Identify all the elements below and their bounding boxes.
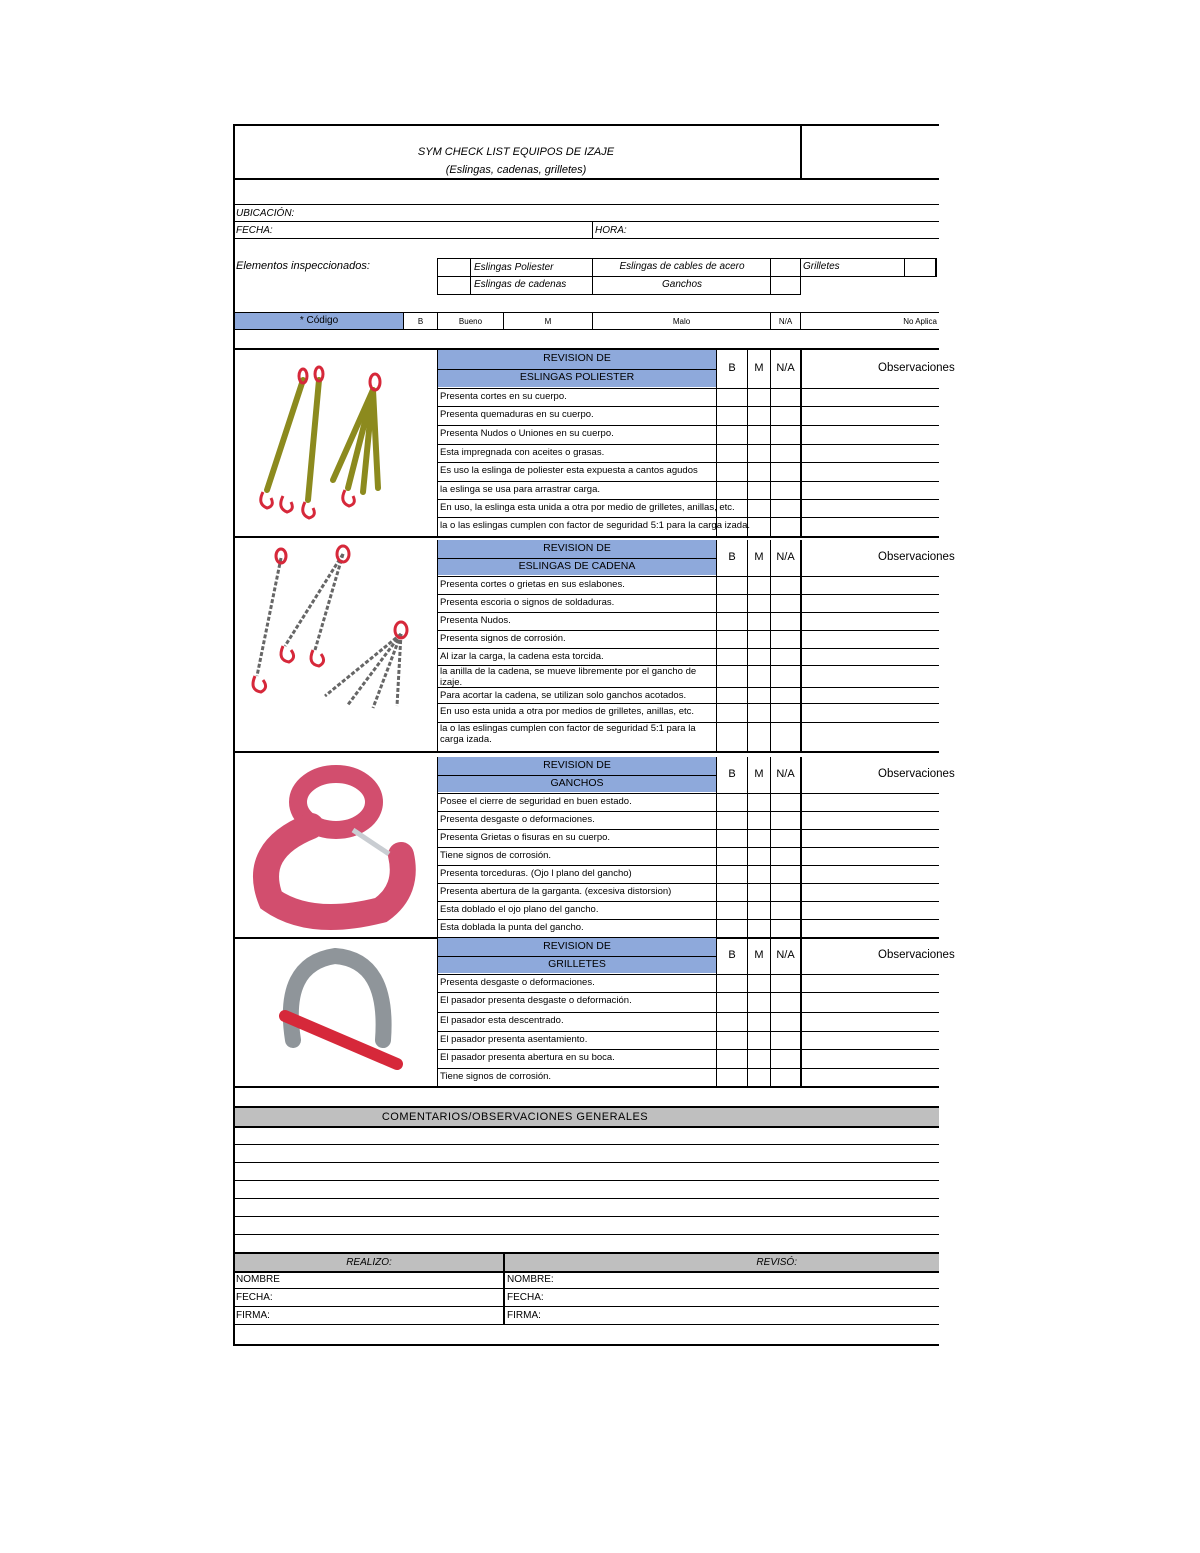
col-na-cell[interactable] [771,919,800,937]
col-na-cell[interactable] [771,665,800,687]
col-na-cell[interactable] [771,901,800,919]
col-m-cell[interactable] [748,1012,770,1031]
col-b-cell[interactable] [717,703,747,722]
col-m-cell[interactable] [748,687,770,703]
col-na-cell[interactable] [771,462,800,481]
col-na-cell[interactable] [771,576,800,594]
col-observaciones-header: Observaciones [878,949,955,961]
col-b-cell[interactable] [717,481,747,499]
col-m-cell[interactable] [748,425,770,444]
col-m-cell[interactable] [748,1031,770,1049]
comments-title: COMENTARIOS/OBSERVACIONES GENERALES [381,1111,649,1123]
col-m-cell[interactable] [748,829,770,847]
col-b-cell[interactable] [717,793,747,811]
hook-body [266,826,403,917]
checklist-item: Para acortar la cadena, se utilizan solo ganchos acotados. [440,690,687,701]
checklist-item: Posee el cierre de seguridad en buen estado. [440,796,632,807]
ganchos-option: Ganchos [661,279,703,290]
grilletes-option: Grilletes [803,261,840,272]
col-m-cell[interactable] [748,594,770,612]
section-title: REVISION DE [543,759,611,771]
col-b-cell[interactable] [717,499,747,517]
col-na-cell[interactable] [771,612,800,630]
poliester-option: Eslingas Poliester [474,262,554,273]
checklist-item: Presenta Nudos. [440,615,511,626]
col-na-cell[interactable] [771,388,800,406]
col-b-cell[interactable] [717,1049,747,1068]
section-subtitle: GANCHOS [550,777,604,789]
checklist-item: Presenta cortes en su cuerpo. [440,391,567,402]
checklist-item: Presenta cortes o grietas en sus eslabones. [440,579,625,590]
col-b-cell[interactable] [717,811,747,829]
col-na-cell[interactable] [771,883,800,901]
col-observaciones-header: Observaciones [878,768,955,780]
reviso-firma: FIRMA: [507,1310,541,1321]
col-b-cell[interactable] [717,1068,747,1086]
col-b-cell[interactable] [717,1012,747,1031]
checklist-sheet [233,124,955,1346]
col-b-cell[interactable] [717,406,747,425]
checklist-item: Tiene signos de corrosión. [440,1071,552,1082]
col-na-cell[interactable] [771,722,800,751]
col-b-cell[interactable] [717,388,747,406]
col-na-cell[interactable] [771,1031,800,1049]
col-b-cell[interactable] [717,576,747,594]
col-b-cell[interactable] [717,612,747,630]
chain-strand [257,558,281,676]
checklist-item: Presenta quemaduras en su cuerpo. [440,409,594,420]
checklist-title: SYM CHECK LIST EQUIPOS DE IZAJE [417,146,615,158]
col-na-cell[interactable] [771,594,800,612]
sheet-top-border [233,124,939,126]
checklist-item: Presenta signos de corrosión. [440,633,566,644]
col-na-cell[interactable] [771,687,800,703]
section-title: REVISION DE [543,352,611,364]
col-m-cell[interactable] [748,388,770,406]
checklist-item: El pasador esta descentrado. [440,1015,564,1026]
col-na-header: N/A [776,949,795,961]
realizo-firma: FIRMA: [236,1310,270,1321]
legend-code: * Código [299,315,339,326]
elements-label: Elementos inspeccionados: [236,260,370,272]
checklist-item: Presenta desgaste o deformaciones. [440,814,595,825]
legend-bueno: Bueno [458,317,483,326]
col-observaciones-header: Observaciones [878,362,955,374]
col-m-cell[interactable] [748,499,770,517]
col-na-cell[interactable] [771,1068,800,1086]
chain-hook [311,650,324,666]
col-na-cell[interactable] [771,974,800,992]
realizo-fecha: FECHA: [236,1292,273,1303]
col-b-cell[interactable] [717,630,747,648]
col-b-cell[interactable] [717,517,747,536]
sling-hook [303,502,315,518]
col-m-cell[interactable] [748,722,770,751]
col-m-cell[interactable] [748,1049,770,1068]
col-b-cell[interactable] [717,722,747,751]
col-na-cell[interactable] [771,1049,800,1068]
col-b-header: B [728,768,736,780]
checklist-item: Presenta desgaste o deformaciones. [440,977,595,988]
col-b-header: B [728,551,736,563]
chain-hook [281,646,294,662]
col-na-cell[interactable] [771,406,800,425]
col-b-cell[interactable] [717,425,747,444]
sling-hook [281,496,293,512]
col-m-cell[interactable] [748,883,770,901]
sling-strap [267,380,303,490]
section-subtitle: ESLINGAS DE CADENA [518,560,636,572]
col-na-cell[interactable] [771,630,800,648]
col-na-cell[interactable] [771,425,800,444]
col-m-cell[interactable] [748,847,770,865]
realizo-label: REALIZO: [346,1257,392,1268]
col-m-cell[interactable] [748,703,770,722]
col-m-cell[interactable] [748,992,770,1012]
col-m-header: M [754,362,764,374]
chain-slings-image [243,546,413,706]
col-m-cell[interactable] [748,919,770,937]
col-na-cell[interactable] [771,811,800,829]
col-m-cell[interactable] [748,974,770,992]
checklist-item: El pasador presenta asentamiento. [440,1034,588,1045]
col-na-header: N/A [776,768,795,780]
section-subtitle: ESLINGAS POLIESTER [519,371,635,383]
col-na-cell[interactable] [771,703,800,722]
chain-strand [285,554,343,646]
col-m-cell[interactable] [748,444,770,462]
col-b-cell[interactable] [717,992,747,1012]
col-b-cell[interactable] [717,974,747,992]
col-b-cell[interactable] [717,865,747,883]
checklist-item: En uso, la eslinga esta unida a otra por medio de grilletes, anillas, etc. [440,502,735,513]
col-m-cell[interactable] [748,462,770,481]
col-na-cell[interactable] [771,865,800,883]
checklist-item: Tiene signos de corrosión. [440,850,552,861]
col-b-cell[interactable] [717,883,747,901]
checklist-item: Esta doblado el ojo plano del gancho. [440,904,599,915]
legend-b: B [417,317,424,326]
checklist-subtitle: (Eslingas, cadenas, grilletes) [445,164,587,176]
col-b-header: B [728,949,736,961]
checklist-item: Esta doblada la punta del gancho. [440,922,584,933]
col-m-cell[interactable] [748,406,770,425]
cables-option: Eslingas de cables de acero [619,261,745,272]
col-b-cell[interactable] [717,901,747,919]
col-na-cell[interactable] [771,992,800,1012]
checklist-item: Presenta abertura de la garganta. (excesiva distorsion) [440,886,672,897]
col-m-cell[interactable] [748,576,770,594]
chain-strand [315,554,343,650]
cadenas-option: Eslingas de cadenas [474,279,567,290]
checklist-item: la eslinga se usa para arrastrar carga. [440,484,600,495]
checklist-item: Es uso la eslinga de poliester esta expuesta a cantos agudos [440,465,698,476]
col-b-cell[interactable] [717,444,747,462]
sling-strap [373,390,378,488]
chain-hook [253,676,266,692]
chain-strand [397,634,401,706]
checklist-item: Esta impregnada con aceites o grasas. [440,447,605,458]
date-label: FECHA: [236,225,273,236]
col-m-header: M [754,768,764,780]
col-observaciones-header: Observaciones [878,551,955,563]
col-b-cell[interactable] [717,1031,747,1049]
col-m-header: M [754,949,764,961]
sling-hook [261,492,273,508]
col-na-cell[interactable] [771,793,800,811]
section-title: REVISION DE [543,940,611,952]
col-b-cell[interactable] [717,462,747,481]
col-m-cell[interactable] [748,811,770,829]
col-b-cell[interactable] [717,665,747,687]
col-b-cell[interactable] [717,594,747,612]
checklist-item: El pasador presenta desgaste o deformación. [440,995,632,1006]
reviso-fecha: FECHA: [507,1292,544,1303]
col-m-cell[interactable] [748,481,770,499]
checklist-item: El pasador presenta abertura en su boca. [440,1052,615,1063]
realizo-nombre: NOMBRE [236,1274,280,1285]
col-m-header: M [754,551,764,563]
col-m-cell[interactable] [748,793,770,811]
col-na-cell[interactable] [771,481,800,499]
header-bottom-border [233,178,939,180]
col-b-cell[interactable] [717,919,747,937]
col-b-header: B [728,362,736,374]
checklist-item: Al izar la carga, la cadena esta torcida. [440,651,604,662]
sling-hook [343,490,355,506]
col-na-cell[interactable] [771,517,800,536]
checklist-item: En uso esta unida a otra por medios de grilletes, anillas, etc. [440,706,695,717]
hook-image [241,760,421,930]
col-m-cell[interactable] [748,865,770,883]
col-na-cell[interactable] [771,499,800,517]
reviso-nombre: NOMBRE: [507,1274,554,1285]
col-na-header: N/A [776,362,795,374]
col-b-cell[interactable] [717,847,747,865]
col-m-cell[interactable] [748,665,770,687]
section-subtitle: GRILLETES [548,958,606,970]
col-na-header: N/A [776,551,795,563]
checklist-item: Presenta Grietas o fisuras en su cuerpo. [440,832,611,843]
col-na-cell[interactable] [771,847,800,865]
header-divider [800,124,802,180]
col-na-cell[interactable] [771,648,800,665]
sling-strap [308,380,319,500]
polyester-slings-image [253,360,413,530]
col-m-cell[interactable] [748,517,770,536]
col-b-cell[interactable] [717,829,747,847]
col-m-cell[interactable] [748,901,770,919]
chain-strand [347,634,401,706]
legend-na: N/A [778,317,793,326]
checklist-item: Presenta Nudos o Uniones en su cuerpo. [440,428,614,439]
location-label: UBICACIÓN: [236,208,295,219]
checklist-item: la anilla de la cadena, se mueve libremente por el gancho de izaje. [440,666,697,688]
col-m-cell[interactable] [748,1068,770,1086]
hook-latch [353,830,389,854]
reviso-label: REVISÓ: [756,1257,797,1268]
col-m-cell[interactable] [748,648,770,665]
checklist-item: Presenta escoria o signos de soldaduras. [440,597,615,608]
sling-ring [370,374,380,390]
checklist-item: la o las eslingas cumplen con factor de seguridad 5:1 para la carga izada. [440,520,750,531]
checklist-item: la o las eslingas cumplen con factor de seguridad 5:1 para la carga izada. [440,723,696,745]
time-label: HORA: [595,225,627,236]
shackle-image [273,944,403,1074]
col-m-cell[interactable] [748,630,770,648]
section-title: REVISION DE [543,542,611,554]
legend-m: M [544,317,552,326]
checklist-item: Presenta torceduras. (Ojo l plano del gancho) [440,868,632,879]
col-b-cell[interactable] [717,687,747,703]
legend-malo: Malo [672,317,691,326]
col-b-cell[interactable] [717,648,747,665]
col-na-cell[interactable] [771,1012,800,1031]
col-na-cell[interactable] [771,829,800,847]
col-na-cell[interactable] [771,444,800,462]
legend-no-aplica: No Aplica [903,317,937,326]
col-m-cell[interactable] [748,612,770,630]
